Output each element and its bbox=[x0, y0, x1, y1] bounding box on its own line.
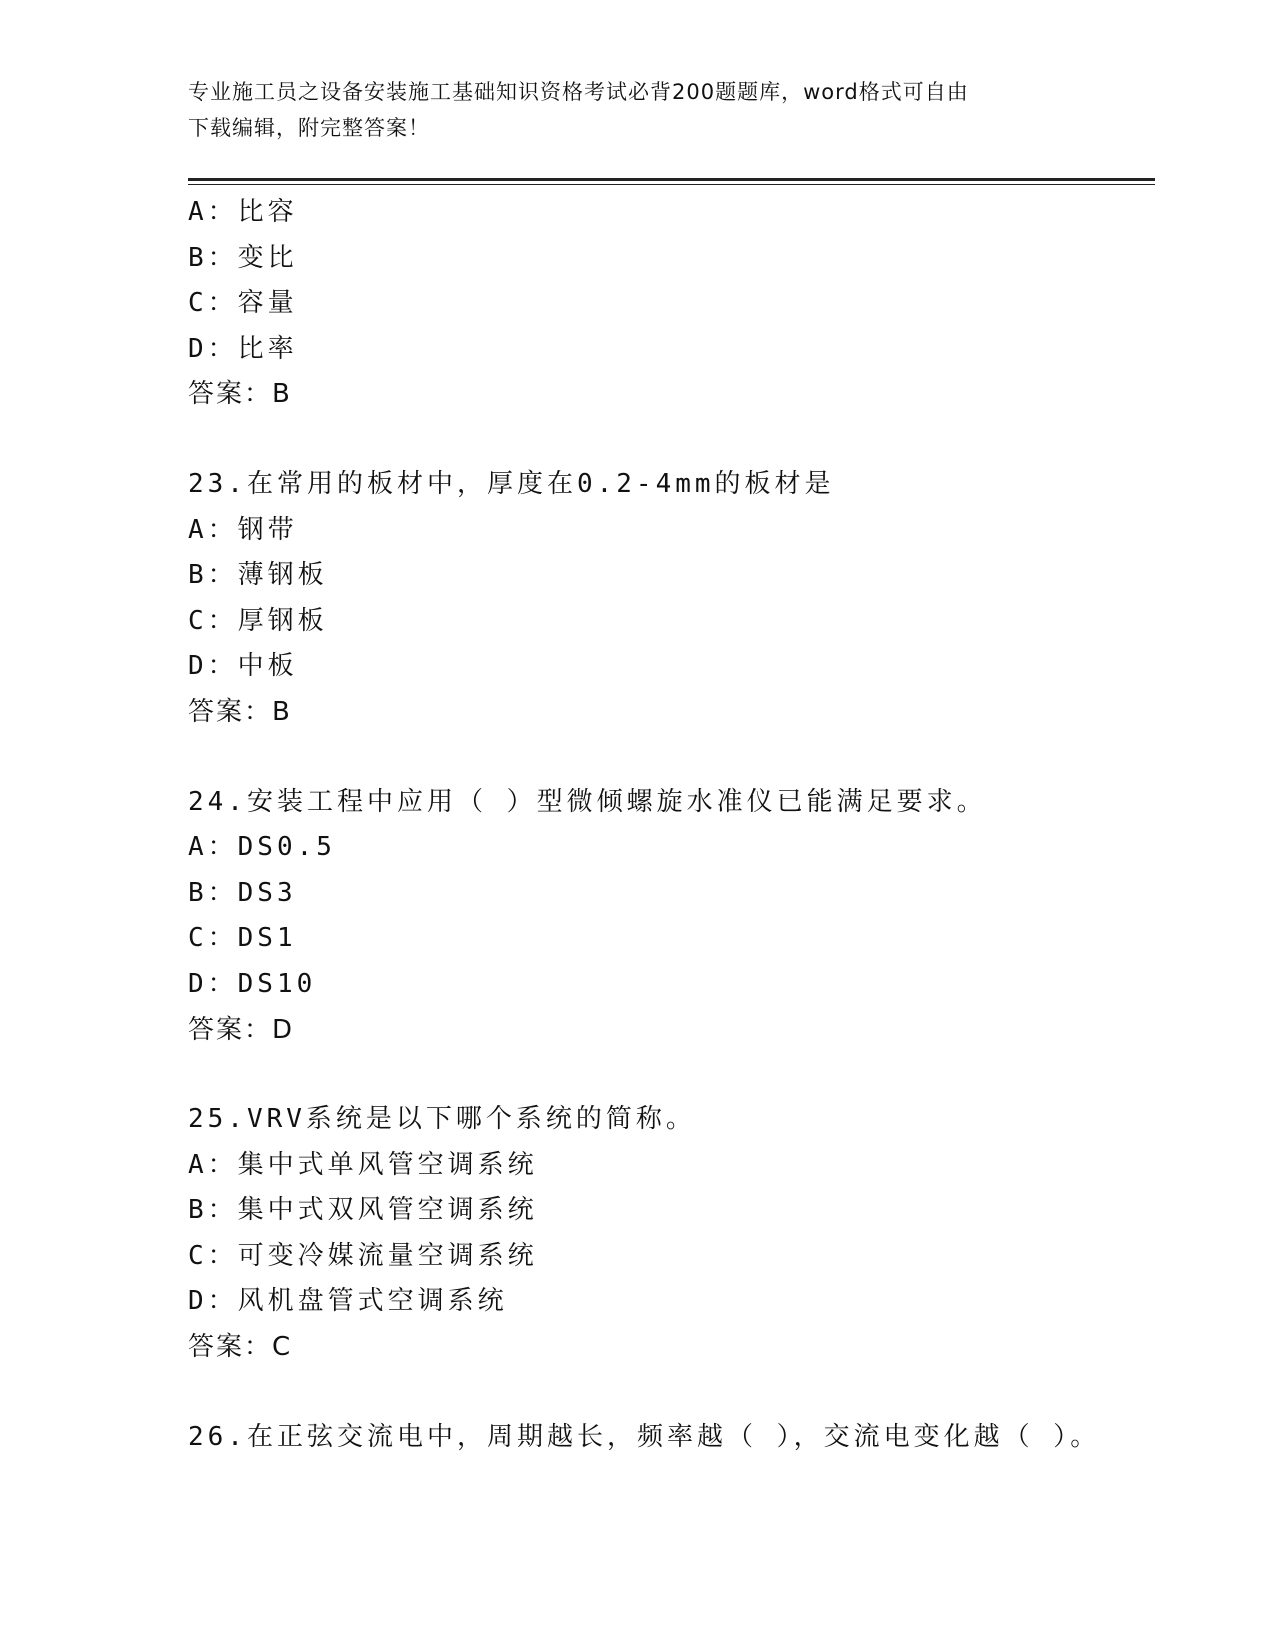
q25-option-a: A：集中式单风管空调系统 bbox=[188, 1149, 538, 1180]
question-23-block bbox=[188, 462, 1155, 736]
question-list bbox=[188, 190, 1155, 1460]
question-24-block bbox=[188, 780, 1155, 1054]
q25-question: 25.VRV系统是以下哪个系统的简称。 bbox=[188, 1104, 696, 1135]
q22-answer: 答案：B bbox=[188, 379, 292, 410]
q24-question: 24.安装工程中应用（ ）型微倾螺旋水准仪已能满足要求。 bbox=[188, 786, 987, 817]
q22-option-a: A：比容 bbox=[188, 197, 298, 227]
q22-option-d: D：比率 bbox=[188, 333, 298, 364]
q25-option-c: C：可变冷媒流量空调系统 bbox=[188, 1240, 538, 1271]
question-26-block bbox=[188, 1415, 1155, 1461]
q24-option-b: B：DS3 bbox=[188, 877, 297, 908]
q24-answer: 答案：D bbox=[188, 1014, 295, 1045]
spacer bbox=[188, 418, 1155, 462]
q22-option-b: B：变比 bbox=[188, 242, 298, 273]
q23-option-d: D：中板 bbox=[188, 651, 298, 682]
q23-option-b: B：薄钢板 bbox=[188, 560, 328, 591]
q23-answer: 答案：B bbox=[188, 696, 292, 727]
document-header bbox=[188, 74, 1068, 146]
q22-option-c: C：容量 bbox=[188, 288, 298, 319]
q26-question: 26.在正弦交流电中，周期越长，频率越（ ），交流电变化越（ ）。 bbox=[188, 1421, 1101, 1452]
q25-option-d: D：风机盘管式空调系统 bbox=[188, 1286, 508, 1317]
header-line-2: 下载编辑，附完整答案！ bbox=[188, 116, 430, 140]
q24-option-c: C：DS1 bbox=[188, 923, 297, 954]
header-divider-thin bbox=[188, 184, 1155, 185]
q25-option-b: B：集中式双风管空调系统 bbox=[188, 1195, 538, 1226]
q25-answer: 答案：C bbox=[188, 1332, 293, 1363]
q24-option-a: A：DS0.5 bbox=[188, 832, 336, 863]
q23-question: 23.在常用的板材中，厚度在0.2-4mm的板材是 bbox=[188, 468, 835, 499]
spacer bbox=[188, 1371, 1155, 1415]
header-line-1: 专业施工员之设备安装施工基础知识资格考试必背200题题库，word格式可自由 bbox=[188, 80, 969, 104]
q23-option-c: C：厚钢板 bbox=[188, 605, 328, 636]
q24-option-d: D：DS10 bbox=[188, 968, 317, 999]
header-divider-thick bbox=[188, 178, 1155, 181]
question-22-block bbox=[188, 190, 1155, 418]
spacer bbox=[188, 736, 1155, 780]
question-25-block bbox=[188, 1097, 1155, 1371]
spacer bbox=[188, 1053, 1155, 1097]
q23-option-a: A：钢带 bbox=[188, 514, 298, 545]
